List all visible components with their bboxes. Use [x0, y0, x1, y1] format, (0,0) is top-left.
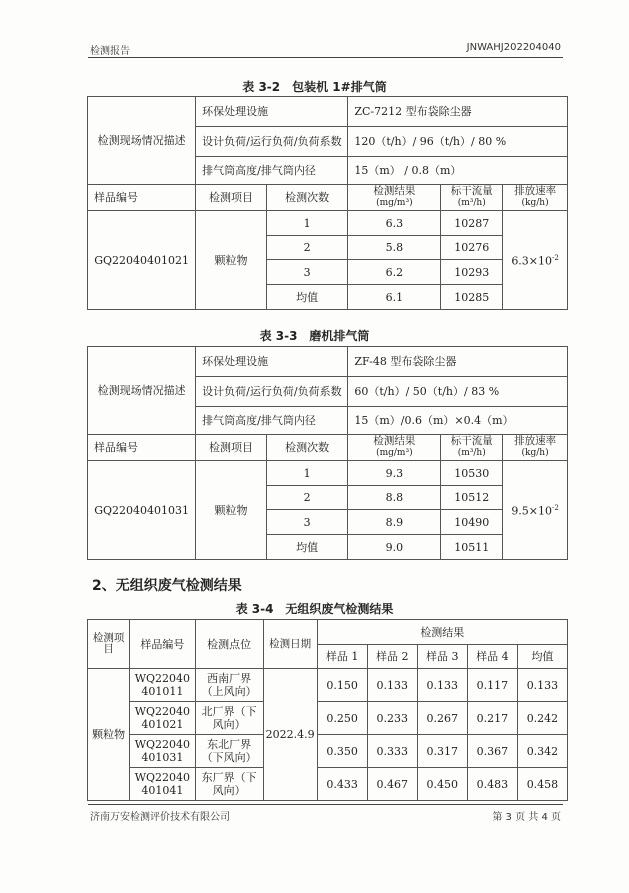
count-cell: 3 — [266, 260, 348, 285]
facility-label: 环保处理设施 — [196, 347, 348, 377]
col-sample: 样品编号 — [88, 185, 196, 211]
flow-cell: 10285 — [441, 285, 503, 310]
value-cell: 0.217 — [467, 702, 517, 735]
facility-value: ZF-48 型布袋除尘器 — [348, 347, 568, 377]
table-3-3 — [87, 346, 568, 560]
col-flow: 标干流量 (m³/h) — [441, 435, 503, 461]
flow-cell: 10287 — [441, 211, 503, 236]
value-cell: 0.267 — [417, 702, 467, 735]
value-cell: 0.483 — [467, 768, 517, 801]
point-cell: 北厂界（下 风向） — [195, 702, 263, 735]
flow-cell: 10512 — [441, 486, 503, 510]
flow-cell: 10530 — [441, 461, 503, 486]
value-cell: 0.317 — [417, 735, 467, 768]
col-rate: 排放速率 (kg/h) — [503, 185, 568, 211]
col-results: 检测结果 — [317, 620, 567, 645]
col-count: 检测次数 — [266, 435, 348, 461]
point-cell: 东北厂界 （下风向） — [195, 735, 263, 768]
col-result: 检测结果 (mg/m³) — [348, 185, 441, 211]
value-cell: 0.342 — [517, 735, 567, 768]
count-cell: 1 — [266, 461, 348, 486]
col-sample-1: 样品 1 — [317, 645, 367, 669]
value-cell: 0.150 — [317, 669, 367, 702]
stack-label: 排气筒高度/排气筒内径 — [196, 157, 348, 185]
col-date: 检测日期 — [263, 620, 317, 669]
count-cell: 2 — [266, 236, 348, 260]
count-cell: 均值 — [266, 285, 348, 310]
value-cell: 0.250 — [317, 702, 367, 735]
sample-no: WQ22040 401031 — [130, 735, 195, 768]
result-cell: 6.3 — [348, 211, 441, 236]
col-average: 均值 — [517, 645, 567, 669]
sample-no: WQ22040 401011 — [130, 669, 195, 702]
stack-value: 15（m） / 0.8（m） — [348, 157, 568, 185]
col-sample-4: 样品 4 — [467, 645, 517, 669]
header-divider — [88, 57, 563, 58]
table-3-4-caption: 表 3-4 无组织废气检测结果 — [235, 602, 394, 616]
value-cell: 0.467 — [367, 768, 417, 801]
sample-no: GQ22040401021 — [88, 211, 196, 310]
site-desc-label: 检测现场情况描述 — [88, 97, 196, 185]
col-sample: 样品编号 — [88, 435, 196, 461]
rate-cell: $9.5\times 10^{-2}$ — [503, 461, 568, 560]
result-cell: 8.9 — [348, 510, 441, 535]
table-3-4 — [87, 619, 568, 801]
value-cell: 0.133 — [367, 669, 417, 702]
facility-label: 环保处理设施 — [196, 97, 348, 127]
flow-cell: 10490 — [441, 510, 503, 535]
point-cell: 东厂界（下 风向） — [195, 768, 263, 801]
col-point: 检测点位 — [195, 620, 263, 669]
result-cell: 5.8 — [348, 236, 441, 260]
sample-no: GQ22040401031 — [88, 461, 196, 560]
load-value: 120（t/h）/ 96（t/h）/ 80 % — [348, 127, 568, 157]
point-cell: 西南厂界 （上风向） — [195, 669, 263, 702]
header-title: 检测报告 — [90, 46, 130, 57]
col-result: 检测结果 (mg/m³) — [348, 435, 441, 461]
result-cell: 6.1 — [348, 285, 441, 310]
value-cell: 0.450 — [417, 768, 467, 801]
value-cell: 0.333 — [367, 735, 417, 768]
stack-value: 15（m）/0.6（m）×0.4（m） — [348, 407, 568, 435]
col-item: 检测项目 — [196, 185, 267, 211]
value-cell: 0.350 — [317, 735, 367, 768]
facility-value: ZC-7212 型布袋除尘器 — [348, 97, 568, 127]
count-cell: 1 — [266, 211, 348, 236]
col-sample-3: 样品 3 — [417, 645, 467, 669]
sample-no: WQ22040 401041 — [130, 768, 195, 801]
result-cell: 9.0 — [348, 535, 441, 560]
count-cell: 均值 — [266, 535, 348, 560]
site-desc-label: 检测现场情况描述 — [88, 347, 196, 435]
result-cell: 6.2 — [348, 260, 441, 285]
flow-cell: 10276 — [441, 236, 503, 260]
value-cell: 0.233 — [367, 702, 417, 735]
value-cell: 0.458 — [517, 768, 567, 801]
date-cell: 2022.4.9 — [263, 669, 317, 801]
result-cell: 9.3 — [348, 461, 441, 486]
company-name: 济南万安检测评价技术有限公司 — [90, 812, 230, 823]
page-number: 第 3 页 共 4 页 — [492, 812, 561, 823]
value-cell: 0.242 — [517, 702, 567, 735]
count-cell: 2 — [266, 486, 348, 510]
sample-no: WQ22040 401021 — [130, 702, 195, 735]
load-label: 设计负荷/运行负荷/负荷系数 — [196, 377, 348, 407]
value-cell: 0.367 — [467, 735, 517, 768]
col-sample-2: 样品 2 — [367, 645, 417, 669]
load-label: 设计负荷/运行负荷/负荷系数 — [196, 127, 348, 157]
table-3-2-caption: 表 3-2 包装机 1#排气筒 — [242, 80, 387, 94]
load-value: 60（t/h）/ 50（t/h）/ 83 % — [348, 377, 568, 407]
value-cell: 0.117 — [467, 669, 517, 702]
col-flow: 标干流量 (m³/h) — [441, 185, 503, 211]
footer-divider — [88, 804, 563, 805]
value-cell: 0.433 — [317, 768, 367, 801]
col-rate: 排放速率 (kg/h) — [503, 435, 568, 461]
value-cell: 0.133 — [517, 669, 567, 702]
col-count: 检测次数 — [266, 185, 348, 211]
rate-cell: $6.3\times 10^{-2}$ — [503, 211, 568, 310]
item-name: 颗粒物 — [196, 211, 267, 310]
section-2-title: 2、无组织废气检测结果 — [92, 578, 242, 594]
table-3-3-caption: 表 3-3 磨机排气筒 — [259, 329, 370, 343]
item-name: 颗粒物 — [88, 669, 130, 801]
col-sample: 样品编号 — [130, 620, 195, 669]
item-name: 颗粒物 — [196, 461, 267, 560]
table-3-2 — [87, 96, 568, 310]
value-cell: 0.133 — [417, 669, 467, 702]
result-cell: 8.8 — [348, 486, 441, 510]
flow-cell: 10511 — [441, 535, 503, 560]
col-item: 检测项目 — [88, 620, 130, 669]
count-cell: 3 — [266, 510, 348, 535]
report-number: JNWAHJ202204040 — [466, 42, 561, 53]
col-item: 检测项目 — [196, 435, 267, 461]
stack-label: 排气筒高度/排气筒内径 — [196, 407, 348, 435]
flow-cell: 10293 — [441, 260, 503, 285]
